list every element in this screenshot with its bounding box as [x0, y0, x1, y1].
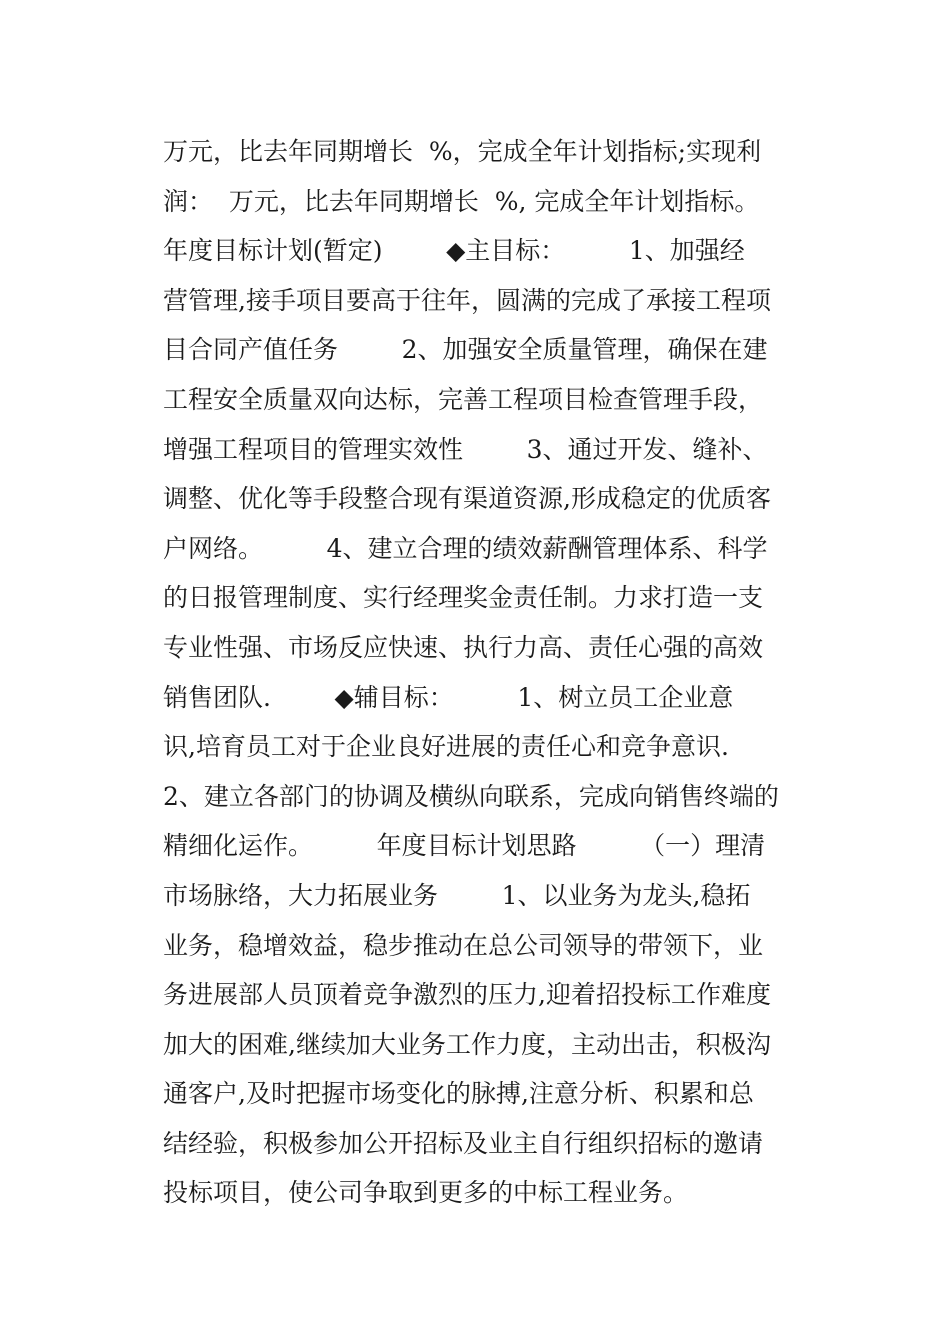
text-line: 户网络。 4、建立合理的绩效薪酬管理体系、科学	[163, 533, 768, 563]
text-line: 营管理,接手项目要高于往年，圆满的完成了承接工程项	[163, 285, 771, 315]
text-line: 销售团队. ◆辅目标： 1、树立员工企业意	[163, 682, 734, 712]
text-line: 目合同产值任务 2、加强安全质量管理，确保在建	[163, 335, 768, 365]
text-line: 万元，比去年同期增长 %，完成全年计划指标;实现利	[163, 137, 762, 166]
text-line: 加大的困难,继续加大业务工作力度，主动出击，积极沟	[163, 1029, 771, 1059]
text-line: 市场脉络，大力拓展业务 1、以业务为龙头,稳拓	[163, 880, 751, 910]
text-line: 务进展部人员顶着竞争激烈的压力,迎着招投标工作难度	[163, 980, 771, 1010]
text-line: 润： 万元，比去年同期增长 %, 完成全年计划指标。	[163, 186, 760, 216]
text-line: 调整、优化等手段整合现有渠道资源,形成稳定的优质客	[163, 484, 771, 514]
text-line: 工程安全质量双向达标，完善工程项目检查管理手段，	[163, 384, 764, 414]
text-line: 精细化运作。 年度目标计划思路 （一）理清	[163, 831, 766, 861]
text-line: 识,培育员工对于企业良好进展的责任心和竞争意识.	[163, 732, 729, 762]
text-line: 2、建立各部门的协调及横纵向联系，完成向销售终端的	[163, 781, 779, 811]
text-line: 投标项目，使公司争取到更多的中标工程业务。	[163, 1178, 689, 1208]
text-line: 的日报管理制度、实行经理奖金责任制。力求打造一支	[163, 583, 764, 613]
text-line: 通客户,及时把握市场变化的脉搏,注意分析、积累和总	[163, 1079, 754, 1109]
text-line: 结经验，积极参加公开招标及业主自行组织招标的邀请	[163, 1128, 764, 1158]
text-line: 年度目标计划(暂定) ◆主目标： 1、加强经	[163, 236, 745, 266]
text-line: 业务，稳增效益，稳步推动在总公司领导的带领下，业	[163, 930, 764, 960]
body-text	[163, 127, 803, 1218]
text-line: 增强工程项目的管理实效性 3、通过开发、缝补、	[163, 434, 768, 464]
text-line: 专业性强、市场反应快速、执行力高、责任心强的高效	[163, 632, 764, 662]
